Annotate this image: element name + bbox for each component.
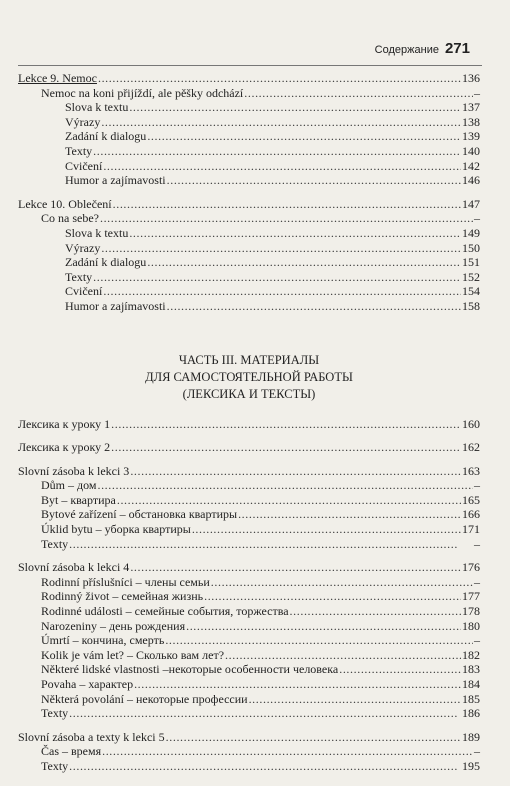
toc-entry[interactable]: Texty . . . 140: [18, 144, 480, 159]
running-header: [375, 40, 470, 57]
toc-entry[interactable]: Texty . . . 195: [18, 759, 480, 774]
toc-entry[interactable]: Byt – квартира . . . 165: [18, 493, 480, 508]
toc-entry[interactable]: Texty . . . 186: [18, 706, 480, 721]
toc-entry[interactable]: Humor a zajímavosti . . . 146: [18, 173, 480, 188]
toc-entry[interactable]: Výrazy . . . 150: [18, 241, 480, 256]
toc-entry[interactable]: Texty . . . –: [18, 537, 480, 552]
page-number: 271: [444, 40, 470, 57]
toc-entry[interactable]: Výrazy . . . 138: [18, 115, 480, 130]
toc-entry[interactable]: Zadání k dialogu . . . 151: [18, 255, 480, 270]
toc-entry-lekce-5[interactable]: Slovní zásoba a texty k lekci 5 . . . 189: [18, 730, 480, 745]
toc-entry[interactable]: Bytové zařízení – обстановка квартиры . . . 166: [18, 507, 480, 522]
toc-entry[interactable]: Dům – дом . . . –: [18, 478, 480, 493]
toc-entry-lekce-9[interactable]: Lekce 9. Nemoc . . . 136: [18, 71, 480, 86]
toc-entry[interactable]: Povaha – характер . . . 184: [18, 677, 480, 692]
toc-entry[interactable]: Zadání k dialogu . . . 139: [18, 129, 480, 144]
toc-entry[interactable]: Cvičení . . . 154: [18, 284, 480, 299]
toc-entry-lekce-4[interactable]: Slovní zásoba k lekci 4 . . . 176: [18, 560, 480, 575]
toc-entry[interactable]: Rodinný život – семейная жизнь . . . 177: [18, 589, 480, 604]
part-heading-line: ДЛЯ САМОСТОЯТЕЛЬНОЙ РАБОТЫ: [145, 369, 353, 384]
running-header-section: Содержание: [374, 44, 439, 56]
toc-entry-lexika-1[interactable]: Лексика к уроку 1 . . . 160: [18, 417, 480, 432]
toc-entry[interactable]: Nemoc na koni přijíždí, ale pěšky odchází . . . –: [18, 86, 480, 101]
header-rule: [18, 65, 482, 66]
toc-entry[interactable]: Humor a zajímavosti . . . 158: [18, 299, 480, 314]
toc-entry[interactable]: Rodinné události – семейные события, торжества . . . 178: [18, 604, 480, 619]
part-heading: [18, 352, 480, 403]
part-heading-line: (ЛЕКСИКА И ТЕКСТЫ): [182, 386, 316, 401]
toc-entry[interactable]: Co na sebe? . . . –: [18, 211, 480, 226]
toc-entry[interactable]: Čas – время . . . –: [18, 744, 480, 759]
toc-entry[interactable]: Rodinní příslušníci – члены семьи . . . –: [18, 575, 480, 590]
toc-entry[interactable]: Kolik je vám let? – Сколько вам лет? . . . 182: [18, 648, 480, 663]
toc-entry[interactable]: Texty . . . 152: [18, 270, 480, 285]
toc-entry-lexika-2[interactable]: Лексика к уроку 2 . . . 162: [18, 440, 480, 455]
toc-entry-lekce-10[interactable]: Lekce 10. Oblečení . . . 147: [18, 197, 480, 212]
part-heading-line: ЧАСТЬ III. МАТЕРИАЛЫ: [178, 352, 320, 367]
toc-entry[interactable]: Úmrtí – кончина, смерть . . . –: [18, 633, 480, 648]
toc-entry[interactable]: Cvičení . . . 142: [18, 159, 480, 174]
toc-entry[interactable]: Některá povolání – некоторые профессии . . . 185: [18, 692, 480, 707]
table-of-contents: [18, 71, 480, 774]
toc-entry[interactable]: Úklid bytu – уборка квартиры . . . 171: [18, 522, 480, 537]
toc-entry[interactable]: Slova k textu . . . 137: [18, 100, 480, 115]
toc-entry-lekce-3[interactable]: Slovní zásoba k lekci 3 . . . 163: [18, 464, 480, 479]
toc-entry[interactable]: Narozeniny – день рождения . . . 180: [18, 619, 480, 634]
toc-entry[interactable]: Některé lidské vlastnosti –некоторые особенности человека . . . 183: [18, 662, 480, 677]
toc-entry[interactable]: Slova k textu . . . 149: [18, 226, 480, 241]
